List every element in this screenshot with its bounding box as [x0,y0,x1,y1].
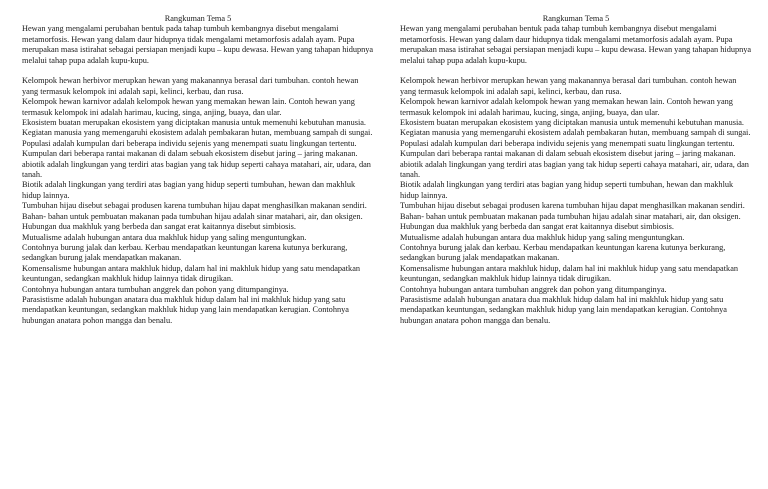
paragraph: Mutualisme adalah hubungan antara dua makhluk hidup yang saling menguntungkan. [400,232,685,242]
page-column-left [22,14,374,326]
paragraph: Kelompok hewan karnivor adalah kelompok hewan yang memakan hewan lain. Contoh hewan yang termasuk kelompok ini adalah harimau, kucing, singa, anjing, buaya, dan ular. [400,97,733,117]
paragraph: Kumpulan dari beberapa rantai makanan di dalam sebuah ekosistem disebut jaring – jaring makanan. [400,149,736,159]
paragraph: Bahan- bahan untuk pembuatan makanan pada tumbuhan hijau adalah sinar matahari, air, dan oksigen. [400,211,741,221]
paragraph: Contohnya burung jalak dan kerbau. Kerbau mendapatkan keuntungan karena kutunya berkurang, sedangkan burung jalak mendapatkan makanan. [400,242,726,263]
paragraph: Contohnya hubungan antara tumbuhan anggrek dan pohon yang ditumpanginya. [400,284,667,294]
paragraph: Kegiatan manusia yang memengaruhi ekosistem adalah pembakaran hutan, membuang sampah di sungai. [400,128,751,138]
paragraph: Tumbuhan hijau disebut sebagai produsen karena tumbuhan hijau dapat menghasilkan makanan sendiri. [400,201,745,211]
paragraph: Hubungan dua makhluk yang berbeda dan sangat erat kaitannya disebut simbiosis. [22,222,296,232]
paragraph: abiotik adalah lingkungan yang terdiri atas bagian yang tak hidup seperti cahaya matahari, air, udara, dan tanah. [400,159,749,180]
paragraph: Biotik adalah lingkungan yang terdiri atas bagian yang hidup seperti tumbuhan, hewan dan makhluk hidup lainnya. [400,180,734,200]
paragraph: Komensalisme hubungan antara makhluk hidup, dalam hal ini makhluk hidup yang satu mendapatkan keuntungan, sedangkan makhluk hidup lainnya tidak dirugikan. [22,263,361,284]
paragraph: Kegiatan manusia yang memengaruhi ekosistem adalah pembakaran hutan, membuang sampah di sungai. [22,128,373,138]
paragraph: Komensalisme hubungan antara makhluk hidup, dalam hal ini makhluk hidup yang satu mendapatkan keuntungan, sedangkan makhluk hidup lainnya tidak dirugikan. [400,263,739,284]
page-title: Rangkuman Tema 5 [164,14,232,23]
intro-paragraph: Hewan yang mengalami perubahan bentuk pada tahap tumbuh kembangnya disebut mengalami metamorfosis. Hewan yang dalam daur hidupnya tidak mengalami metamorfosis adalah ayam. Pupa merupakan masa istirahat sebagai persiapan menjadi kupu – kupu dewasa. Hewan yang tahapan hidupnya melalui tahap pupa adalah kupu-kupu. [400,24,752,65]
paragraph: Tumbuhan hijau disebut sebagai produsen karena tumbuhan hijau dapat menghasilkan makanan sendiri. [22,201,367,211]
page-title: Rangkuman Tema 5 [542,14,610,23]
paragraph: Populasi adalah kumpulan dari beberapa individu sejenis yang menempati suatu lingkungan tertentu. [400,138,735,148]
paragraph: Kelompok hewan herbivor merupkan hewan yang makanannya berasal dari tumbuhan. contoh hewan yang termasuk kelompok ini adalah sapi, kelinci, kerbau, dan rusa. [400,76,737,96]
blank-line [22,66,374,76]
paragraph: Ekosistem buatan merupakan ekosistem yang diciptakan manusia untuk memenuhi kebutuhan manusia. [400,118,745,128]
paragraph: Contohnya burung jalak dan kerbau. Kerbau mendapatkan keuntungan karena kutunya berkurang, sedangkan burung jalak mendapatkan makanan. [22,242,348,263]
blank-line [400,66,752,76]
paragraph: Ekosistem buatan merupakan ekosistem yang diciptakan manusia untuk memenuhi kebutuhan manusia. [22,118,367,128]
paragraph: Kelompok hewan karnivor adalah kelompok hewan yang memakan hewan lain. Contoh hewan yang termasuk kelompok ini adalah harimau, kucing, singa, anjing, buaya, dan ular. [22,97,355,117]
paragraph: Kelompok hewan herbivor merupkan hewan yang makanannya berasal dari tumbuhan. contoh hewan yang termasuk kelompok ini adalah sapi, kelinci, kerbau, dan rusa. [22,76,359,96]
page-column-right [400,14,752,326]
paragraph: Mutualisme adalah hubungan antara dua makhluk hidup yang saling menguntungkan. [22,232,307,242]
paragraph: Contohnya hubungan antara tumbuhan anggrek dan pohon yang ditumpanginya. [22,284,289,294]
paragraph: Populasi adalah kumpulan dari beberapa individu sejenis yang menempati suatu lingkungan tertentu. [22,138,357,148]
paragraph: Biotik adalah lingkungan yang terdiri atas bagian yang hidup seperti tumbuhan, hewan dan makhluk hidup lainnya. [22,180,356,200]
paragraph: abiotik adalah lingkungan yang terdiri atas bagian yang tak hidup seperti cahaya matahari, air, udara, dan tanah. [22,159,371,180]
paragraph: Parasistisme adalah hubungan anatara dua makhluk hidup dalam hal ini makhluk hidup yang satu mendapatkan keuntungan, sedangkan makhluk hidup yang lain mendapatkan kerugian. Contohnya hubungan anatara pohon mangga dan benalu. [400,294,727,325]
paragraph: Hubungan dua makhluk yang berbeda dan sangat erat kaitannya disebut simbiosis. [400,222,674,232]
paragraph: Parasistisme adalah hubungan anatara dua makhluk hidup dalam hal ini makhluk hidup yang satu mendapatkan keuntungan, sedangkan makhluk hidup yang lain mendapatkan kerugian. Contohnya hubungan anatara pohon mangga dan benalu. [22,294,349,325]
intro-paragraph: Hewan yang mengalami perubahan bentuk pada tahap tumbuh kembangnya disebut mengalami metamorfosis. Hewan yang dalam daur hidupnya tidak mengalami metamorfosis adalah ayam. Pupa merupakan masa istirahat sebagai persiapan menjadi kupu – kupu dewasa. Hewan yang tahapan hidupnya melalui tahap pupa adalah kupu-kupu. [22,24,374,65]
paragraph: Bahan- bahan untuk pembuatan makanan pada tumbuhan hijau adalah sinar matahari, air, dan oksigen. [22,211,363,221]
paragraph: Kumpulan dari beberapa rantai makanan di dalam sebuah ekosistem disebut jaring – jaring makanan. [22,149,358,159]
